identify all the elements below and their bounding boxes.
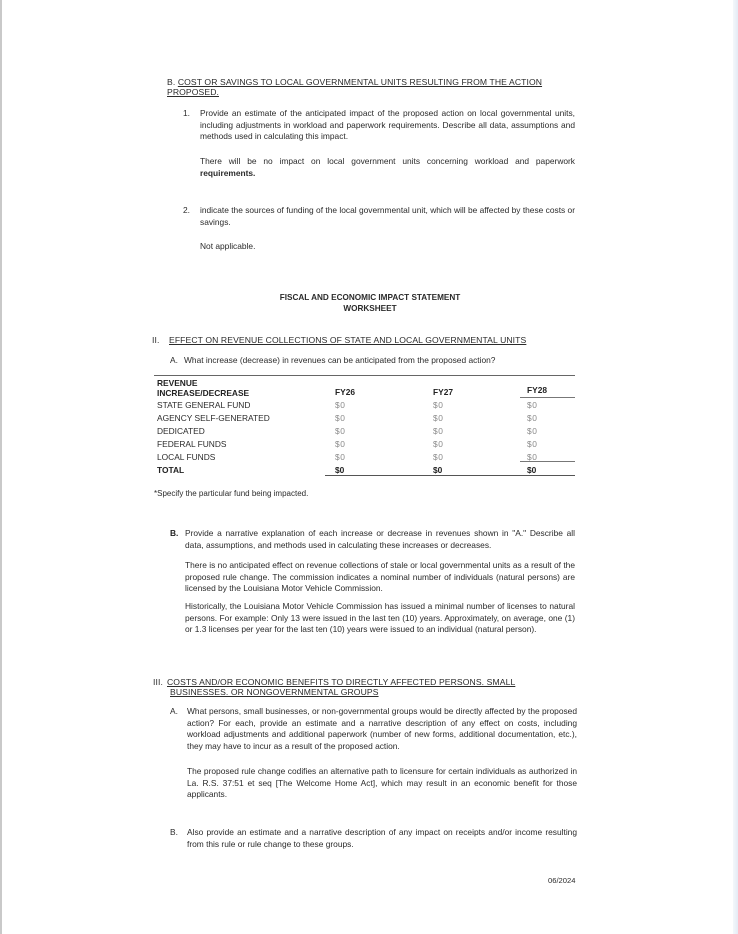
row-label: LOCAL FUNDS — [157, 451, 216, 462]
table-row — [157, 398, 577, 411]
revenue-table — [157, 377, 577, 476]
page-right-edge — [733, 0, 738, 934]
row-label: FEDERAL FUNDS — [157, 438, 227, 449]
worksheet-title-line2: WORKSHEET — [343, 303, 397, 313]
section-iii-b-letter: B. — [170, 827, 178, 837]
item-2-number: 2. — [183, 205, 190, 215]
header-label — [157, 377, 335, 398]
cell-fy26: $0 — [335, 451, 346, 462]
item-1-answer — [200, 156, 575, 179]
total-label: TOTAL — [157, 464, 185, 475]
item-1-answer-bold: requirements. — [200, 167, 256, 178]
table-total-row — [157, 463, 577, 476]
section-ii-b-answer-p1: There is no anticipated effect on revenue collections of stale or local governmental units as a result of the proposed rule change. The commission indicates a nominal number of individuals (natural persons) are licensed by the Louisiana Motor Vehicle Commission. — [185, 560, 575, 593]
section-ii-heading-text: EFFECT ON REVENUE COLLECTIONS OF STATE AND LOCAL GOVERNMENTAL UNITS — [169, 335, 527, 345]
cell-fy28: $0 — [527, 438, 538, 449]
section-ii-b-letter: B. — [170, 528, 179, 538]
section-ii-numeral: II. — [152, 335, 160, 345]
cell-fy27: $0 — [433, 425, 444, 436]
worksheet-title — [220, 293, 520, 314]
cell-fy28: $0 — [527, 451, 538, 462]
section-b-prefix: B. — [167, 77, 176, 87]
column-header-fy28: FY28 — [527, 385, 548, 395]
table-row — [157, 424, 577, 437]
total-fy28: $0 — [527, 464, 537, 475]
section-ii-b-question: Provide a narrative explanation of each increase or decrease in revenues shown in "A." Describe all data, assumptions, and methods used in calculating these increases or decreases. — [185, 528, 575, 550]
section-b-heading-line2: PROPOSED. — [167, 87, 219, 97]
cell-fy26: $0 — [335, 438, 346, 449]
column-header-fy26: FY26 — [335, 387, 356, 397]
revision-date: 06/2024 — [548, 876, 576, 885]
revenue-table-header — [157, 377, 577, 398]
section-b-heading — [167, 77, 587, 97]
section-iii-heading — [153, 677, 583, 697]
header-label-line1: REVENUE — [157, 377, 198, 388]
cell-fy27: $0 — [433, 412, 444, 423]
column-header-fy27: FY27 — [433, 387, 454, 397]
page-left-edge — [0, 0, 2, 934]
header-label-line2: INCREASE/DECREASE — [157, 387, 250, 398]
cell-fy26: $0 — [335, 425, 346, 436]
item-2-question: indicate the sources of funding of the local governmental unit, which will be affected by these costs or savings. — [200, 205, 575, 227]
row-label: DEDICATED — [157, 425, 205, 436]
section-iii-a-answer: The proposed rule change codifies an alternative path to licensure for certain individuals as authorized in La. R.S. 37:51 et seq [The Welcome Home Act], which may result in an economic benefit for those applicants. — [187, 766, 577, 799]
section-ii-a-question: What increase (decrease) in revenues can be anticipated from the proposed action? — [184, 355, 496, 365]
section-iii-b-question: Also provide an estimate and a narrative description of any impact on receipts and/or income resulting from this rule or rule change to these groups. — [187, 827, 577, 849]
section-iii-numeral: III. — [153, 677, 163, 687]
item-1-number: 1. — [183, 108, 190, 118]
worksheet-title-line1: FISCAL AND ECONOMIC IMPACT STATEMENT — [279, 293, 461, 302]
section-iii-heading-line2: BUSINESSES. OR NONGOVERNMENTAL GROUPS — [170, 687, 379, 697]
item-2-answer: Not applicable. — [200, 241, 256, 251]
table-row — [157, 437, 577, 450]
row-label: AGENCY SELF-GENERATED — [157, 412, 270, 423]
item-1-answer-text: There will be no impact on local government units concerning workload and paperwork — [200, 156, 575, 166]
section-iii-heading-line1: COSTS AND/OR ECONOMIC BENEFITS TO DIRECTLY AFFECTED PERSONS. SMALL — [167, 677, 516, 687]
section-ii-a — [170, 355, 590, 367]
section-ii-a-letter: A. — [170, 355, 178, 365]
section-ii-b-answer-p2: Historically, the Louisiana Motor Vehicle Commission has issued a minimal number of licenses to natural persons. For example: Only 13 were issued in the last ten (10) years. Approximately, on average, one (1) or 1.3 licenses per year for the last ten (10) years were issued to an individual (natural person). — [185, 601, 575, 634]
table-row — [157, 411, 577, 424]
total-fy26: $0 — [335, 464, 345, 475]
cell-fy27: $0 — [433, 399, 444, 410]
cell-fy28: $0 — [527, 412, 538, 423]
section-b-heading-line1: COST OR SAVINGS TO LOCAL GOVERNMENTAL UNITS RESULTING FROM THE ACTION — [177, 77, 543, 87]
section-iii-a-letter: A. — [170, 706, 178, 716]
cell-fy28: $0 — [527, 425, 538, 436]
item-1-question: Provide an estimate of the anticipated impact of the proposed action on local governmental units, including adjustments in workload and paperwork requirements. Describe all data, assumptions and methods used in calculating this impact. — [200, 108, 575, 141]
cell-fy27: $0 — [433, 451, 444, 462]
cell-fy26: $0 — [335, 399, 346, 410]
table-row — [157, 450, 577, 463]
table-top-rule — [154, 375, 575, 376]
section-iii-a-question: What persons, small businesses, or non-governmental groups would be directly affected by the proposed action? For each, provide an estimate and a narrative description of any effect on costs, including workload adjustments and additional paperwork (number of new forms, additional documentation, etc.), they may have to incur as a result of the proposed action. — [187, 706, 577, 751]
row-label: STATE GENERAL FUND — [157, 399, 251, 410]
fund-footnote: *Specify the particular fund being impacted. — [154, 489, 309, 498]
cell-fy27: $0 — [433, 438, 444, 449]
section-ii-heading — [152, 335, 592, 345]
total-fy27: $0 — [433, 464, 443, 475]
cell-fy26: $0 — [335, 412, 346, 423]
cell-fy28: $0 — [527, 399, 538, 410]
